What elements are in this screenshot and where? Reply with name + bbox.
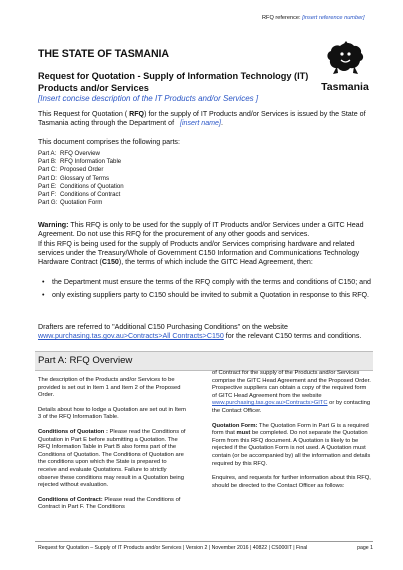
quotation-form-body-b: be completed. Do not separate the Quotation Form from this RFQ document. A Quotation is likely to be rejected if the Quotation Form is not used. A Quotation must contain (or be accompanied by) all the information and details required by this RFQ. xyxy=(212,430,371,467)
gitc-contracts-link[interactable]: www.purchasing.tas.gov.au>Contracts>GITC xyxy=(212,400,328,407)
c150-bullet-list xyxy=(38,278,373,304)
c150-text-post: ), the terms of which include the GITC Head Agreement, then: xyxy=(118,258,313,267)
part-a-heading: Part A: RFQ Overview xyxy=(38,355,133,366)
footer-text: Request for Quotation – Supply of IT Products and/or Services | Version 2 | November 2016 | 40822 | CS000IT | Final xyxy=(38,545,308,551)
overview-left-column xyxy=(38,377,186,519)
intro-text-pre: This Request for Quotation ( xyxy=(38,110,130,118)
quotation-form-label: Quotation Form: xyxy=(212,422,258,429)
page-footer xyxy=(38,545,373,551)
table-row xyxy=(38,166,124,174)
c150-contracts-link[interactable]: www.purchasing.tas.gov.au>Contracts>All Contracts>C150 xyxy=(38,332,224,341)
conditions-of-contract-text xyxy=(38,497,186,512)
table-row xyxy=(38,183,124,191)
footer-divider xyxy=(35,541,373,542)
rfq-reference-placeholder[interactable]: [insert reference number] xyxy=(302,15,365,21)
description-placeholder[interactable]: [Insert concise description of the IT Products and/or Services ] xyxy=(38,94,259,103)
intro-text-post: . xyxy=(220,119,223,128)
intro-rfq-term: RFQ xyxy=(129,110,145,118)
logo-wordmark: Tasmania xyxy=(321,81,369,93)
department-name-placeholder[interactable]: [insert name] xyxy=(179,119,221,128)
part-key: Part A: xyxy=(38,150,57,157)
drafters-paragraph xyxy=(38,323,373,341)
overview-right-column xyxy=(212,370,372,497)
document-title: Request for Quotation - Supply of Information Technology (IT) Products and/or Services xyxy=(38,71,309,93)
part-key: Part G: xyxy=(38,199,58,207)
table-row xyxy=(38,150,124,158)
c150-paragraph xyxy=(38,240,373,268)
part-key: Part D: xyxy=(38,174,57,182)
part-value: Quotation Form xyxy=(60,199,103,207)
rfq-reference xyxy=(262,15,365,21)
rfq-reference-label: RFQ reference: xyxy=(262,15,303,21)
intro-text-mid: ) for the supply of IT Products and/or Services is issued by the State of Tasmania acting through the Department of xyxy=(38,110,366,128)
gitc-text-pre: of Contract for the supply of the Products and/or Services comprise the GITC Head Agreement and the Proposed Order. Prospective suppliers can obtain a copy of the required form of GITC Head Agreement from the website xyxy=(212,370,371,399)
conditions-of-contract-body: Please read the Conditions of Contract in Part F. The Conditions xyxy=(38,496,181,511)
conditions-of-quotation-body: Please read the Conditions of Quotation in Part E before submitting a Quotation. The RFQ Information Table in Part B also forms part of the Conditions of Quotation. The Conditions of Quotation are the conditions upon which the State is prepared to receive and evaluate Quotations. Failure to strictly observe these conditions may result in a Quotation being rejected without evaluation. xyxy=(38,428,186,489)
part-key: Part C: xyxy=(38,166,57,174)
enquiries-text: Enquires, and requests for further information about this RFQ, should be directed to the Contact Officer as follows: xyxy=(212,475,371,489)
part-key: Part B: xyxy=(38,158,57,166)
quotation-form-body-a: The Quotation Form in Part G is a required form that xyxy=(212,422,369,437)
comprises-text: This document comprises the following parts: xyxy=(38,138,180,146)
gitc-text-post: or by contacting the Contact Officer. xyxy=(212,400,371,414)
part-value: Conditions of Quotation xyxy=(60,182,124,190)
conditions-of-contract-label: Conditions of Contract: xyxy=(38,496,103,503)
c150-text-pre: If this RFQ is being used for the supply of Products and/or Services comprising hardware and related services under the Treasury/Whole of Government C150 Information and Communications Technology Hardware Contract ( xyxy=(38,240,360,267)
overview-description-text: The description of the Products and/or Services to be provided is set out in Item 1 and Item 2 of the Proposed Order. xyxy=(38,377,181,399)
part-value: RFQ Information Table xyxy=(60,158,122,166)
quotation-form-text xyxy=(212,423,372,469)
parts-list xyxy=(38,150,124,207)
warning-label: Warning: xyxy=(38,221,69,229)
warning-paragraph xyxy=(38,221,370,239)
gitc-text xyxy=(212,370,372,416)
part-value: RFQ Overview xyxy=(60,150,100,157)
table-row xyxy=(38,199,124,207)
table-row xyxy=(38,175,124,183)
conditions-of-quotation-label: Conditions of Quotation : xyxy=(38,428,108,435)
list-item: • only existing suppliers party to C150 should be invited to submit a Quotation in response to this RFQ. xyxy=(38,291,373,300)
state-heading: THE STATE OF TASMANIA xyxy=(38,48,169,60)
part-key: Part E: xyxy=(38,182,57,190)
drafters-text-post: for the relevant C150 terms and conditions. xyxy=(223,332,362,341)
table-row xyxy=(38,191,124,199)
page-number: page 1 xyxy=(357,545,373,551)
overview-lodge-text: Details about how to lodge a Quotation are set out in Item 3 of the RFQ Information Table. xyxy=(38,406,186,421)
intro-paragraph xyxy=(38,110,370,128)
part-key: Part F: xyxy=(38,191,57,199)
table-row xyxy=(38,158,124,166)
c150-term: C150 xyxy=(101,258,119,267)
part-a-header-bar xyxy=(35,351,373,371)
drafters-text-pre: Drafters are referred to "Additional C150 Purchasing Conditions" on the website xyxy=(38,323,288,331)
part-value: Conditions of Contract xyxy=(60,191,121,199)
list-item: • the Department must ensure the terms of the RFQ comply with the terms and conditions of C150; and xyxy=(38,278,373,287)
warning-text: This RFQ is only to be used for the supply of IT Products and/or Services under a GITC Head Agreement. Do not use this RFQ for the procurement of any other goods and services. xyxy=(38,221,364,239)
conditions-of-quotation-text xyxy=(38,429,186,490)
part-value: Proposed Order xyxy=(60,166,104,174)
quotation-form-must: must xyxy=(236,430,251,437)
part-value: Glossary of Terms xyxy=(60,174,109,182)
